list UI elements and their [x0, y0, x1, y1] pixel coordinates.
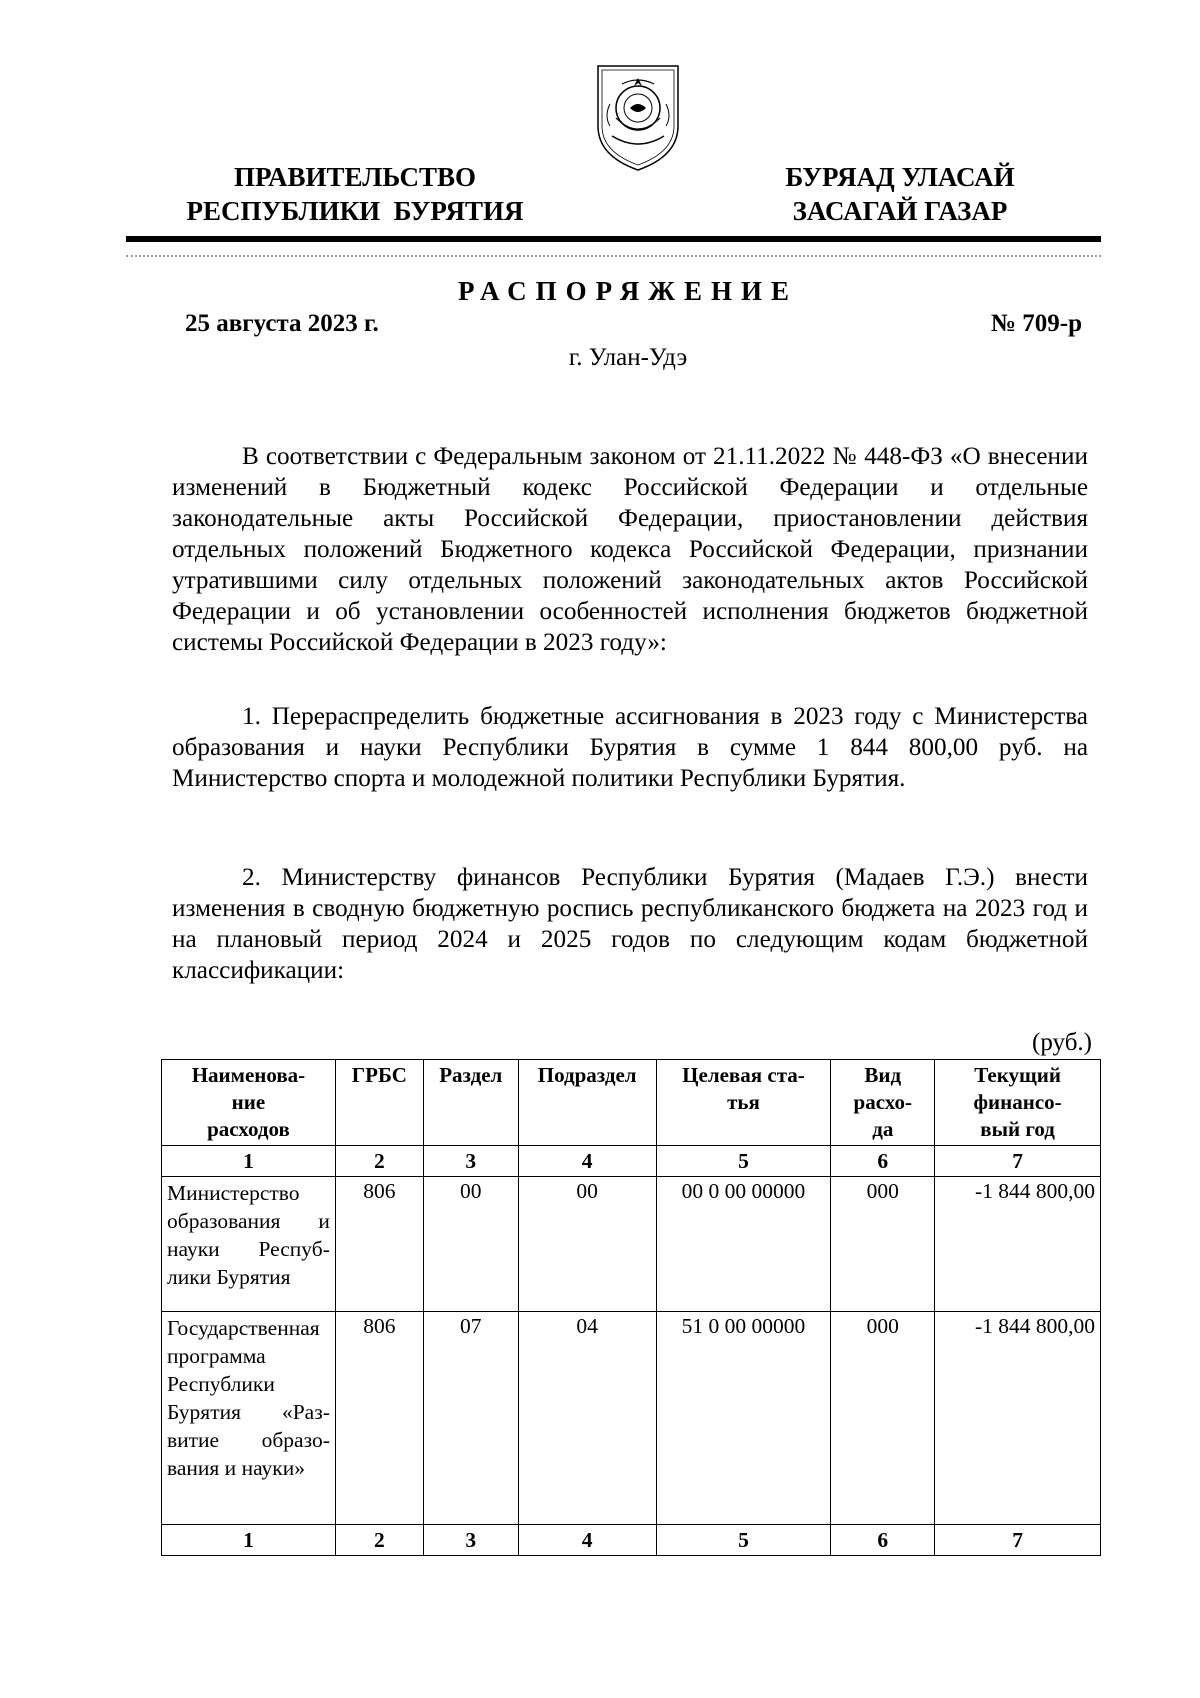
- column-number: 2: [335, 1525, 423, 1556]
- org-bua-line1: БУРЯАД УЛАСАЙ: [785, 162, 1015, 192]
- expense-type-value: 000: [831, 1177, 935, 1312]
- column-number: 5: [656, 1525, 831, 1556]
- target-article-value: 51 0 00 00000: [656, 1312, 831, 1525]
- column-number: 3: [423, 1525, 518, 1556]
- table-unit: (руб.): [1032, 1029, 1092, 1056]
- document-city: г. Улан-Удэ: [568, 344, 688, 371]
- paragraph-item-1: 1. Перераспределить бюджетные ассигнования в 2023 году с Министерства образования и науки Республики Бурятия в сумме 1 844 800,00 руб. на Министерство спорта и молодежной политики Республики Бурятия.: [172, 703, 1088, 792]
- column-number-row: [162, 1146, 1101, 1177]
- column-number: 1: [162, 1146, 336, 1177]
- target-article-value: 00 0 00 00000: [656, 1177, 831, 1312]
- org-name-buryat: [750, 160, 1050, 228]
- grbs-value: 806: [335, 1312, 423, 1525]
- current-year-amount: -1 844 800,00: [935, 1177, 1101, 1312]
- header-cell: Текущий финансо- вый год: [935, 1060, 1101, 1146]
- org-ru-line1: ПРАВИТЕЛЬСТВО: [233, 162, 477, 192]
- org-name-russian: [165, 160, 545, 228]
- org-bua-line2: ЗАСАГАЙ ГАЗАР: [792, 196, 1008, 226]
- column-number: 2: [335, 1146, 423, 1177]
- budget-table: [161, 1059, 1101, 1556]
- column-number: 7: [935, 1525, 1101, 1556]
- table-row: [162, 1312, 1101, 1525]
- expense-name: Государственная программа Республики Бурятия «Развитие образования и науки»: [162, 1312, 336, 1525]
- column-number: 4: [518, 1146, 656, 1177]
- header-cell: Раздел: [423, 1060, 518, 1146]
- razdel-value: 00: [423, 1177, 518, 1312]
- column-number: 5: [656, 1146, 831, 1177]
- paragraph-item-2: 2. Министерству финансов Республики Бурятия (Мадаев Г.Э.) внести изменения в сводную бюджетную роспись республиканского бюджета на 2023 год и на плановый период 2024 и 2025 годов по следующим кодам бюджетной классификации:: [172, 864, 1088, 984]
- header-cell: Подраздел: [518, 1060, 656, 1146]
- column-number: 1: [162, 1525, 336, 1556]
- column-number: 6: [831, 1525, 935, 1556]
- header-cell: Вид расхо- да: [831, 1060, 935, 1146]
- column-number: 6: [831, 1146, 935, 1177]
- coat-of-arms-icon: [592, 56, 684, 174]
- header-cell: Целевая ста- тья: [656, 1060, 831, 1146]
- table-row: [162, 1177, 1101, 1312]
- header-rule-thick: [126, 236, 1101, 242]
- podrazdel-value: 00: [518, 1177, 656, 1312]
- document-title: РАСПОРЯЖЕНИЕ: [457, 276, 799, 306]
- column-number: 3: [423, 1146, 518, 1177]
- header-rule-dotted: [126, 255, 1101, 257]
- org-ru-line2: РЕСПУБЛИКИ БУРЯТИЯ: [186, 196, 524, 226]
- grbs-value: 806: [335, 1177, 423, 1312]
- expense-name: Министерство образования и науки Республики Бурятия: [162, 1177, 336, 1312]
- document-date: 25 августа 2023 г.: [185, 310, 379, 337]
- header-cell: ГРБС: [335, 1060, 423, 1146]
- document-number: № 709-р: [990, 310, 1082, 337]
- column-number-footer-row: [162, 1525, 1101, 1556]
- column-number: 7: [935, 1146, 1101, 1177]
- razdel-value: 07: [423, 1312, 518, 1525]
- paragraph-intro: В соответствии с Федеральным законом от 21.11.2022 № 448-ФЗ «О внесении изменений в Бюджетный кодекс Российской Федерации и отдельные законодательные акты Российской Федерации, приостановлении действия отдельных положений Бюджетного кодекса Российской Федерации, признании утратившими силу отдельных положений законодательных актов Российской Федерации и об установлении особенностей исполнения бюджетов бюджетной системы Российской Федерации в 2023 году»:: [172, 443, 1088, 656]
- header-cell: Наименова- ние расходов: [162, 1060, 336, 1146]
- table-header-row: [162, 1060, 1101, 1146]
- current-year-amount: -1 844 800,00: [935, 1312, 1101, 1525]
- expense-type-value: 000: [831, 1312, 935, 1525]
- column-number: 4: [518, 1525, 656, 1556]
- podrazdel-value: 04: [518, 1312, 656, 1525]
